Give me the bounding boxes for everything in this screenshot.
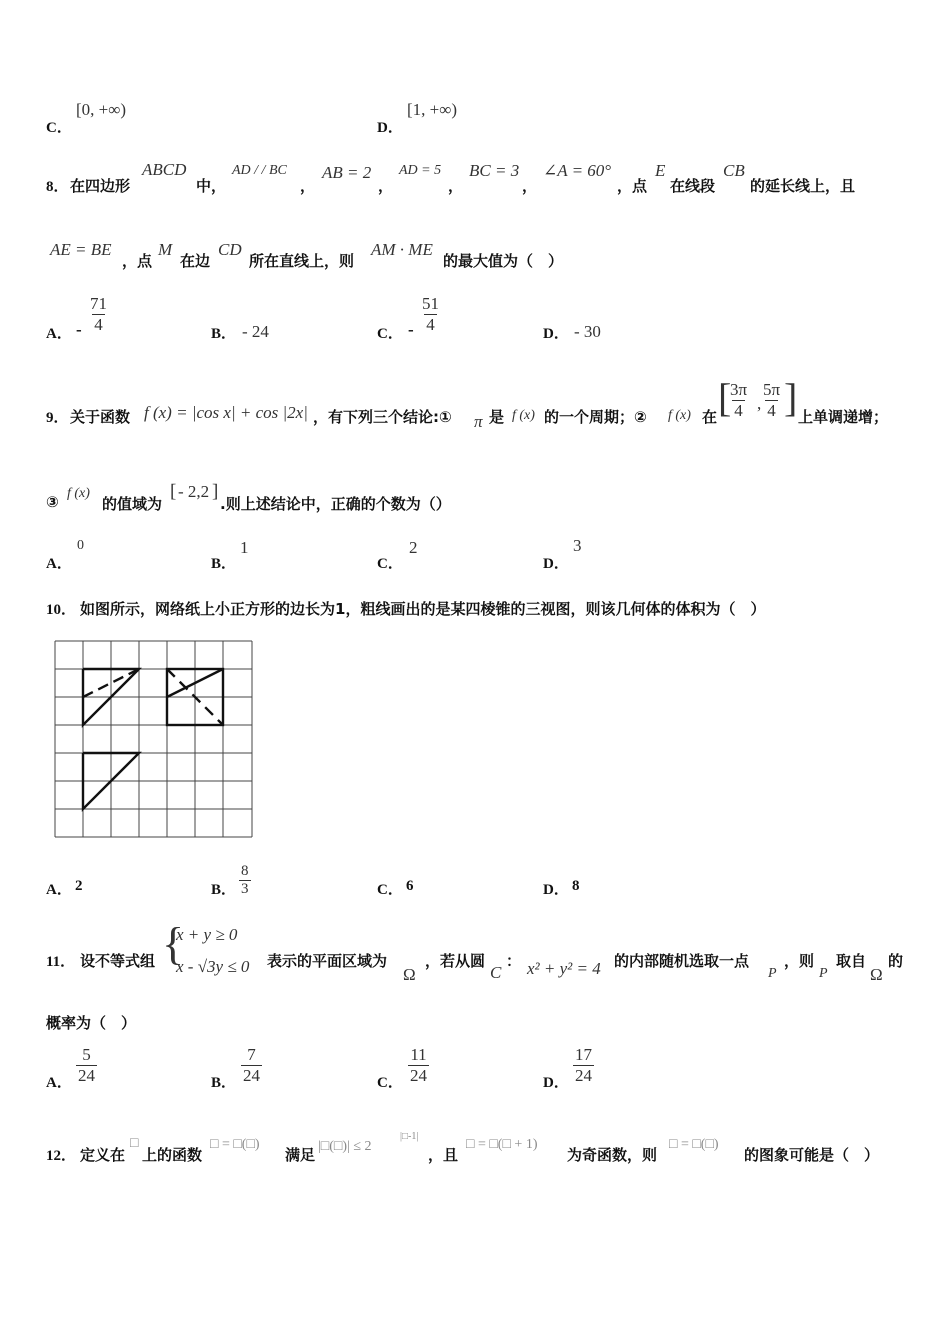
q9-text: 在 bbox=[702, 408, 718, 426]
q8-text: 中， bbox=[196, 177, 227, 195]
q9-range-left-bracket: [ bbox=[170, 481, 177, 502]
q9-text: 的值域为 bbox=[102, 495, 163, 513]
q9-text: ，有下列三个结论:① bbox=[313, 408, 452, 426]
q9-range-right-bracket: ] bbox=[212, 481, 219, 502]
q11-math: P bbox=[768, 966, 777, 981]
q12-text: 为奇函数，则 bbox=[567, 1146, 658, 1164]
q10-option-c-value: 6 bbox=[406, 878, 414, 894]
q9-interval-b bbox=[761, 380, 782, 421]
q8-text: 的延长线上，且 bbox=[750, 177, 856, 195]
q10-option-a-label: A． bbox=[46, 882, 72, 898]
q9-option-d-value: 3 bbox=[573, 536, 582, 555]
q9-text: 是 bbox=[489, 408, 505, 426]
q12-math-superscript: |□-1| bbox=[400, 1131, 419, 1142]
q8-math: M bbox=[158, 240, 173, 259]
q11-text: ，若从圆 bbox=[425, 952, 486, 970]
q11-math: Ω bbox=[403, 965, 416, 984]
q9-option-a-label: A． bbox=[46, 556, 72, 572]
q11-number: 11． bbox=[46, 954, 76, 970]
q11-text: ： bbox=[506, 952, 522, 970]
q8-math: E bbox=[655, 161, 666, 180]
q11-option-c-num: 11 bbox=[410, 1045, 427, 1064]
q8-text: ， bbox=[448, 177, 464, 195]
q8-option-c-den: 4 bbox=[426, 315, 435, 334]
q9-number: 9． bbox=[46, 410, 69, 426]
q12-math: □ = □(□) bbox=[669, 1137, 719, 1152]
q8-text: 所在直线上，则 bbox=[249, 252, 355, 270]
q11-text: 取自 bbox=[836, 952, 867, 970]
q9-text: 的一个周期；② bbox=[544, 408, 647, 426]
q9-math: f (x) = |cos x| + cos |2x| bbox=[144, 403, 308, 422]
q11-option-d-label: D． bbox=[543, 1075, 569, 1091]
q8-text: 在边 bbox=[180, 252, 211, 270]
q7-option-d-label: D． bbox=[377, 120, 403, 136]
q12-math: □ = □(□) bbox=[210, 1137, 260, 1152]
q11-system-brace: { bbox=[162, 918, 185, 969]
three-view-grid-figure bbox=[50, 636, 256, 842]
q10-option-c-label: C． bbox=[377, 882, 403, 898]
q7-option-d-value: [1, +∞) bbox=[407, 100, 458, 119]
q9-interval-b-num: 5π bbox=[763, 380, 781, 399]
q11-option-b-fraction bbox=[241, 1045, 262, 1086]
q8-text: ， bbox=[378, 177, 394, 195]
q8-option-c-sign: - bbox=[408, 320, 414, 339]
q8-text: ， bbox=[522, 177, 538, 195]
q8-math: AD = 5 bbox=[399, 163, 442, 178]
q8-math: ABCD bbox=[142, 160, 187, 179]
q11-option-c-label: C． bbox=[377, 1075, 403, 1091]
q9-interval-right-bracket: ] bbox=[784, 375, 798, 420]
q8-math: CD bbox=[218, 240, 242, 259]
q7-option-c-value: [0, +∞) bbox=[76, 100, 127, 119]
q9-interval-left-bracket: [ bbox=[718, 375, 732, 420]
q8-option-a-num: 71 bbox=[90, 294, 107, 313]
q8-text: 在线段 bbox=[670, 177, 716, 195]
q8-math: BC = 3 bbox=[469, 161, 520, 180]
q9-math: π bbox=[474, 412, 483, 431]
q11-option-b-num: 7 bbox=[247, 1045, 256, 1064]
q11-option-c-fraction bbox=[408, 1045, 429, 1086]
q8-math: AB = 2 bbox=[322, 163, 372, 182]
q8-number: 8． bbox=[46, 179, 69, 195]
q11-text: 的 bbox=[888, 952, 904, 970]
q8-math: CB bbox=[723, 161, 745, 180]
q8-option-b-label: B． bbox=[211, 326, 237, 342]
q8-option-a-fraction bbox=[88, 294, 109, 335]
q9-option-b-value: 1 bbox=[240, 538, 249, 557]
q12-text: ，且 bbox=[428, 1146, 459, 1164]
q8-text: 的最大值为（ ） bbox=[443, 252, 564, 270]
q8-math: AM · ME bbox=[371, 240, 433, 259]
q8-text: ， bbox=[300, 177, 316, 195]
q11-text: 概率为（ ） bbox=[46, 1014, 137, 1032]
q11-option-b-label: B． bbox=[211, 1075, 237, 1091]
q9-interval-a bbox=[728, 380, 749, 421]
q11-ineq-2: x - √3y ≤ 0 bbox=[176, 957, 250, 976]
q11-math: x² + y² = 4 bbox=[527, 959, 601, 978]
q12-number: 12． bbox=[46, 1148, 77, 1164]
q7-option-c-label: C． bbox=[46, 120, 72, 136]
q11-option-a-num: 5 bbox=[82, 1045, 91, 1064]
q8-option-b-value: - 24 bbox=[242, 322, 269, 341]
q8-option-a-label: A． bbox=[46, 326, 72, 342]
q11-math: P bbox=[819, 966, 828, 981]
q8-text: ，点 bbox=[122, 252, 153, 270]
q12-text: 满足 bbox=[285, 1146, 316, 1164]
q10-option-a-value: 2 bbox=[75, 878, 83, 894]
q9-option-b-label: B． bbox=[211, 556, 237, 572]
q11-option-a-den: 24 bbox=[78, 1066, 95, 1085]
q11-text: 设不等式组 bbox=[80, 952, 156, 970]
q11-option-c-den: 24 bbox=[410, 1066, 427, 1085]
q9-option-d-label: D． bbox=[543, 556, 569, 572]
q12-text: 的图象可能是（ ） bbox=[744, 1146, 880, 1164]
q9-text: 关于函数 bbox=[70, 408, 131, 426]
q11-text: 表示的平面区域为 bbox=[267, 952, 388, 970]
q9-text: 上单调递增； bbox=[798, 408, 889, 426]
q9-option-a-value: 0 bbox=[77, 538, 84, 553]
q8-option-c-label: C． bbox=[377, 326, 403, 342]
q9-math: f (x) bbox=[67, 486, 90, 501]
q8-math: ∠A = 60° bbox=[543, 161, 612, 180]
q9-interval-a-num: 3π bbox=[730, 380, 748, 399]
q8-option-a-den: 4 bbox=[94, 315, 103, 334]
q11-text: ，则 bbox=[784, 952, 815, 970]
q8-math: AD / / BC bbox=[232, 163, 287, 178]
q11-option-d-num: 17 bbox=[575, 1045, 592, 1064]
q8-text: 在四边形 bbox=[70, 177, 131, 195]
q12-text: 上的函数 bbox=[142, 1146, 203, 1164]
q11-text: 的内部随机选取一点 bbox=[614, 952, 750, 970]
q9-interval-comma: , bbox=[757, 394, 762, 413]
q11-option-d-fraction bbox=[573, 1045, 594, 1086]
q12-text: 定义在 bbox=[80, 1146, 126, 1164]
q10-option-b-num: 8 bbox=[241, 863, 249, 879]
q9-interval-b-den: 4 bbox=[767, 401, 776, 420]
q8-option-a-sign: - bbox=[76, 320, 82, 339]
q11-math: C bbox=[490, 963, 502, 982]
q11-option-a-fraction bbox=[76, 1045, 97, 1086]
q8-option-d-value: - 30 bbox=[574, 322, 601, 341]
q11-math: Ω bbox=[870, 965, 883, 984]
q8-math: AE = BE bbox=[50, 240, 112, 259]
q11-option-a-label: A． bbox=[46, 1075, 72, 1091]
q9-option-c-value: 2 bbox=[409, 538, 418, 557]
q9-option-c-label: C． bbox=[377, 556, 403, 572]
q11-ineq-1: x + y ≥ 0 bbox=[176, 925, 238, 944]
q9-math: f (x) bbox=[512, 408, 535, 423]
q9-text: ③ bbox=[46, 493, 59, 511]
q11-option-b-den: 24 bbox=[243, 1066, 260, 1085]
q10-text: 如图所示，网络纸上小正方形的边长为1，粗线画出的是某四棱锥的三视图，则该几何体的体积为（ ） bbox=[80, 600, 766, 618]
q10-option-b-fraction bbox=[239, 863, 251, 898]
q10-number: 10． bbox=[46, 602, 77, 618]
q8-option-d-label: D． bbox=[543, 326, 569, 342]
q10-option-b-den: 3 bbox=[241, 881, 249, 897]
q8-option-c-fraction bbox=[420, 294, 441, 335]
q10-option-d-value: 8 bbox=[572, 878, 580, 894]
q8-text: ，点 bbox=[617, 177, 648, 195]
q12-math: □ = □(□ + 1) bbox=[466, 1137, 538, 1152]
q9-text: .则上述结论中，正确的个数为（） bbox=[220, 495, 451, 513]
q10-option-d-label: D． bbox=[543, 882, 569, 898]
q8-option-c-num: 51 bbox=[422, 294, 439, 313]
q9-range: - 2,2 bbox=[178, 482, 210, 501]
q12-math: □ bbox=[130, 1136, 139, 1151]
q11-option-d-den: 24 bbox=[575, 1066, 592, 1085]
q9-interval-a-den: 4 bbox=[734, 401, 743, 420]
q10-option-b-label: B． bbox=[211, 882, 237, 898]
q12-math: |□(□)| ≤ 2 bbox=[318, 1139, 372, 1154]
q9-math: f (x) bbox=[668, 408, 691, 423]
